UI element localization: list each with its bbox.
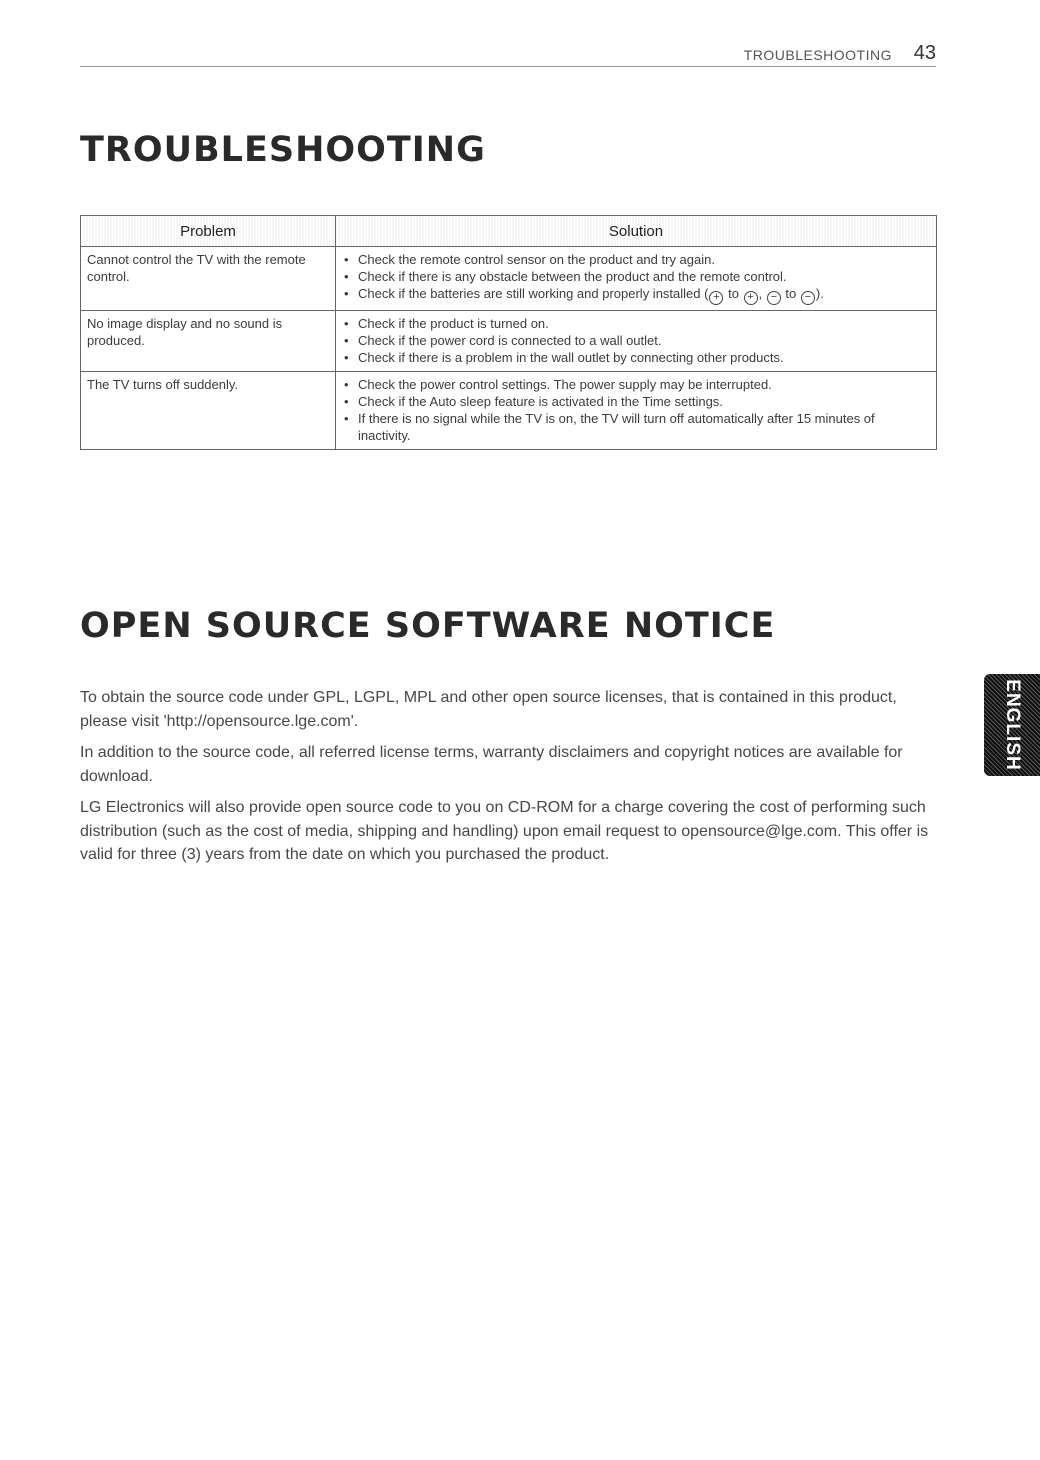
header-section-title: TROUBLESHOOTING — [743, 47, 892, 63]
table-row — [81, 311, 937, 372]
table-header-row — [81, 216, 937, 247]
solution-item: • Check if there is a problem in the wall outlet by connecting other products. — [342, 349, 930, 366]
problem-cell: No image display and no sound is produced. — [81, 311, 336, 372]
problem-column-header: Problem — [81, 216, 336, 247]
minus-terminal-icon: − — [767, 291, 781, 305]
table-row — [81, 247, 937, 311]
solution-cell — [336, 247, 937, 311]
plus-terminal-icon: + — [709, 291, 723, 305]
table-row — [81, 372, 937, 450]
solution-item: • Check if there is any obstacle between the product and the remote control. — [342, 268, 930, 285]
solution-list — [342, 376, 930, 444]
solution-item: • Check if the product is turned on. — [342, 315, 930, 332]
solution-list — [342, 315, 930, 366]
solution-item-batteries — [342, 285, 930, 305]
battery-text-prefix: Check if the batteries are still working and properly installed ( — [358, 286, 709, 301]
running-header — [80, 40, 936, 67]
notice-paragraph: In addition to the source code, all referred license terms, warranty disclaimers and copyright notices are available for download. — [80, 744, 903, 785]
open-source-notice-body — [80, 686, 940, 875]
plus-terminal-icon: + — [744, 291, 758, 305]
solution-item: • Check the power control settings. The power supply may be interrupted. — [342, 376, 930, 393]
page-number: 43 — [913, 42, 936, 64]
battery-text-suffix: ). — [815, 286, 824, 301]
open-source-notice-heading: OPEN SOURCE SOFTWARE NOTICE — [80, 606, 776, 646]
language-side-tab — [984, 674, 1040, 776]
solution-cell — [336, 372, 937, 450]
notice-paragraph: LG Electronics will also provide open source code to you on CD-ROM for a charge covering the cost of performing such distribution (such as the cost of media, shipping and handling) upon email request to opensource@lge.com. This offer is valid for three (3) years from the date on which you purchased the product. — [80, 799, 929, 863]
solution-list — [342, 251, 930, 305]
battery-text-to: to — [728, 286, 739, 301]
battery-text-to: to — [785, 286, 797, 301]
troubleshooting-heading: TROUBLESHOOTING — [80, 130, 486, 170]
notice-paragraph: To obtain the source code under GPL, LGPL, MPL and other open source licenses, that is contained in this product, please visit 'http://opensource.lge.com'. — [80, 689, 897, 730]
troubleshooting-table — [80, 215, 937, 450]
problem-cell: Cannot control the TV with the remote control. — [81, 247, 336, 311]
solution-cell — [336, 311, 937, 372]
solution-item: • Check if the power cord is connected to a wall outlet. — [342, 332, 930, 349]
minus-terminal-icon: − — [801, 291, 815, 305]
solution-column-header: Solution — [336, 216, 937, 247]
solution-item: • If there is no signal while the TV is on, the TV will turn off automatically after 15 minutes of inactivity. — [342, 410, 930, 444]
solution-item: • Check the remote control sensor on the product and try again. — [342, 251, 930, 268]
solution-item: • Check if the Auto sleep feature is activated in the Time settings. — [342, 393, 930, 410]
battery-text-separator: , — [758, 286, 763, 301]
problem-cell: The TV turns off suddenly. — [81, 372, 336, 450]
language-tab-label: ENGLISH — [1002, 679, 1023, 771]
